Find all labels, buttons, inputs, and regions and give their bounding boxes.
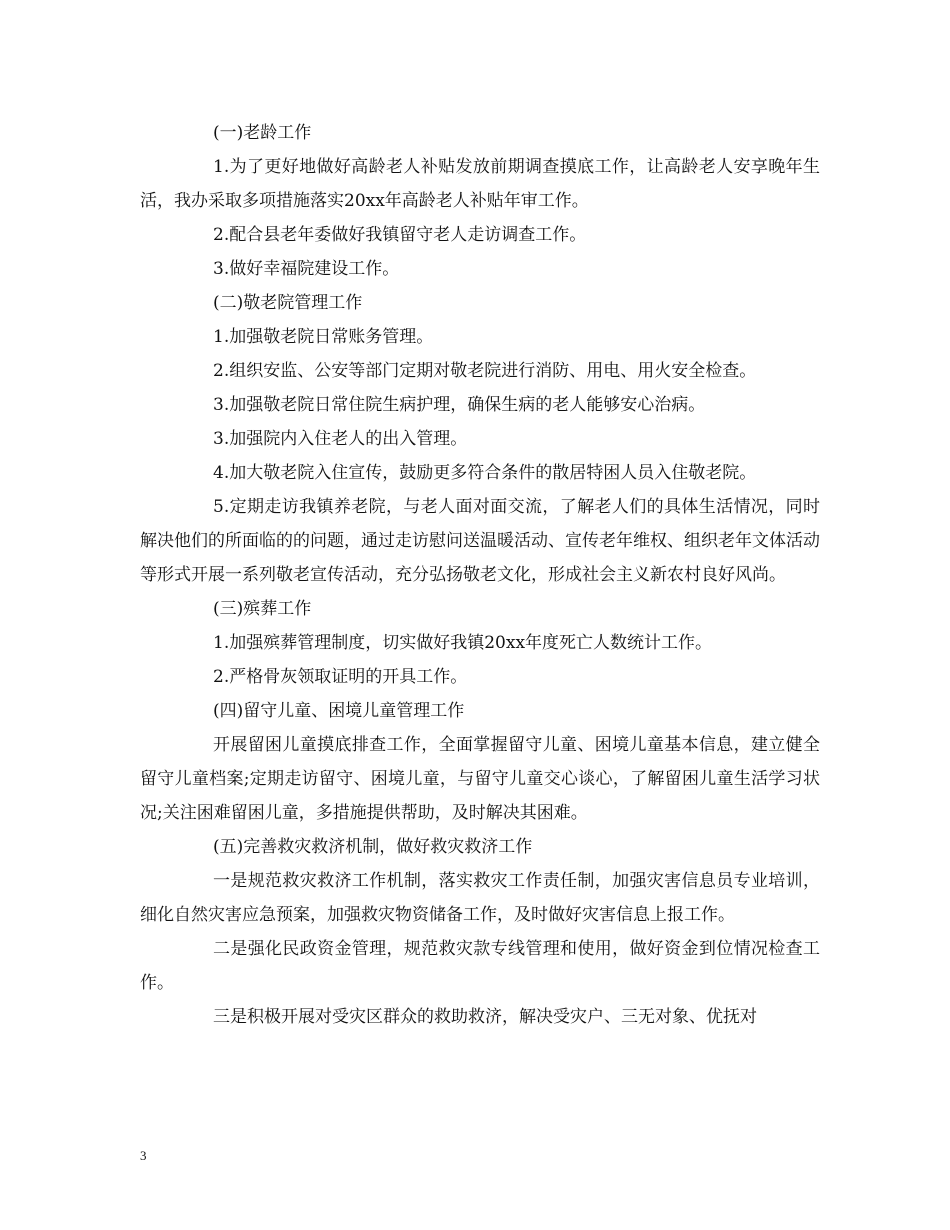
page-number: 3 xyxy=(140,1148,147,1163)
paragraph: 4.加大敬老院入住宣传，鼓励更多符合条件的散居特困人员入住敬老院。 xyxy=(213,463,757,483)
section-heading-funeral: (三)殡葬工作 xyxy=(213,599,312,619)
paragraph: 1.加强殡葬管理制度，切实做好我镇20xx年度死亡人数统计工作。 xyxy=(213,633,713,653)
paragraph: 二是强化民政资金管理，规范救灾款专线管理和使用，做好资金到位情况检查工作。 xyxy=(140,939,820,993)
section-heading-children: (四)留守儿童、困境儿童管理工作 xyxy=(213,701,465,721)
paragraph: 开展留困儿童摸底排查工作，全面掌握留守儿童、困境儿童基本信息，建立健全留守儿童档案;定期走访留守、困境儿童，与留守儿童交心谈心，了解留困儿童生活学习状况;关注困难留困儿童，多措施提供帮助，及时解决其困难。 xyxy=(140,735,820,823)
section-heading-nursing-home: (二)敬老院管理工作 xyxy=(213,293,363,313)
paragraph: 2.严格骨灰领取证明的开具工作。 xyxy=(213,667,468,687)
document-body xyxy=(140,116,820,1034)
paragraph: 一是规范救灾救济工作机制，落实救灾工作责任制，加强灾害信息员专业培训，细化自然灾害应急预案，加强救灾物资储备工作，及时做好灾害信息上报工作。 xyxy=(140,871,820,925)
paragraph: 1.为了更好地做好高龄老人补贴发放前期调查摸底工作，让高龄老人安享晚年生活，我办采取多项措施落实20xx年高龄老人补贴年审工作。 xyxy=(140,157,820,211)
paragraph: 三是积极开展对受灾区群众的救助救济，解决受灾户、三无对象、优抚对 xyxy=(213,1007,757,1027)
paragraph: 3.加强敬老院日常住院生病护理，确保生病的老人能够安心治病。 xyxy=(213,395,706,415)
section-heading-elderly-work: (一)老龄工作 xyxy=(213,123,312,143)
paragraph: 5.定期走访我镇养老院，与老人面对面交流，了解老人们的具体生活情况，同时解决他们的所面临的的问题，通过走访慰问送温暖活动、宣传老年维权、组织老年文体活动等形式开展一系列敬老宣传活动，充分弘扬敬老文化，形成社会主义新农村良好风尚。 xyxy=(140,497,820,585)
paragraph: 3.做好幸福院建设工作。 xyxy=(213,259,400,279)
paragraph: 1.加强敬老院日常账务管理。 xyxy=(213,327,434,347)
section-heading-disaster-relief: (五)完善救灾救济机制，做好救灾救济工作 xyxy=(213,837,533,857)
paragraph: 3.加强院内入住老人的出入管理。 xyxy=(213,429,468,449)
paragraph: 2.配合县老年委做好我镇留守老人走访调查工作。 xyxy=(213,225,587,245)
paragraph: 2.组织安监、公安等部门定期对敬老院进行消防、用电、用火安全检查。 xyxy=(213,361,757,381)
